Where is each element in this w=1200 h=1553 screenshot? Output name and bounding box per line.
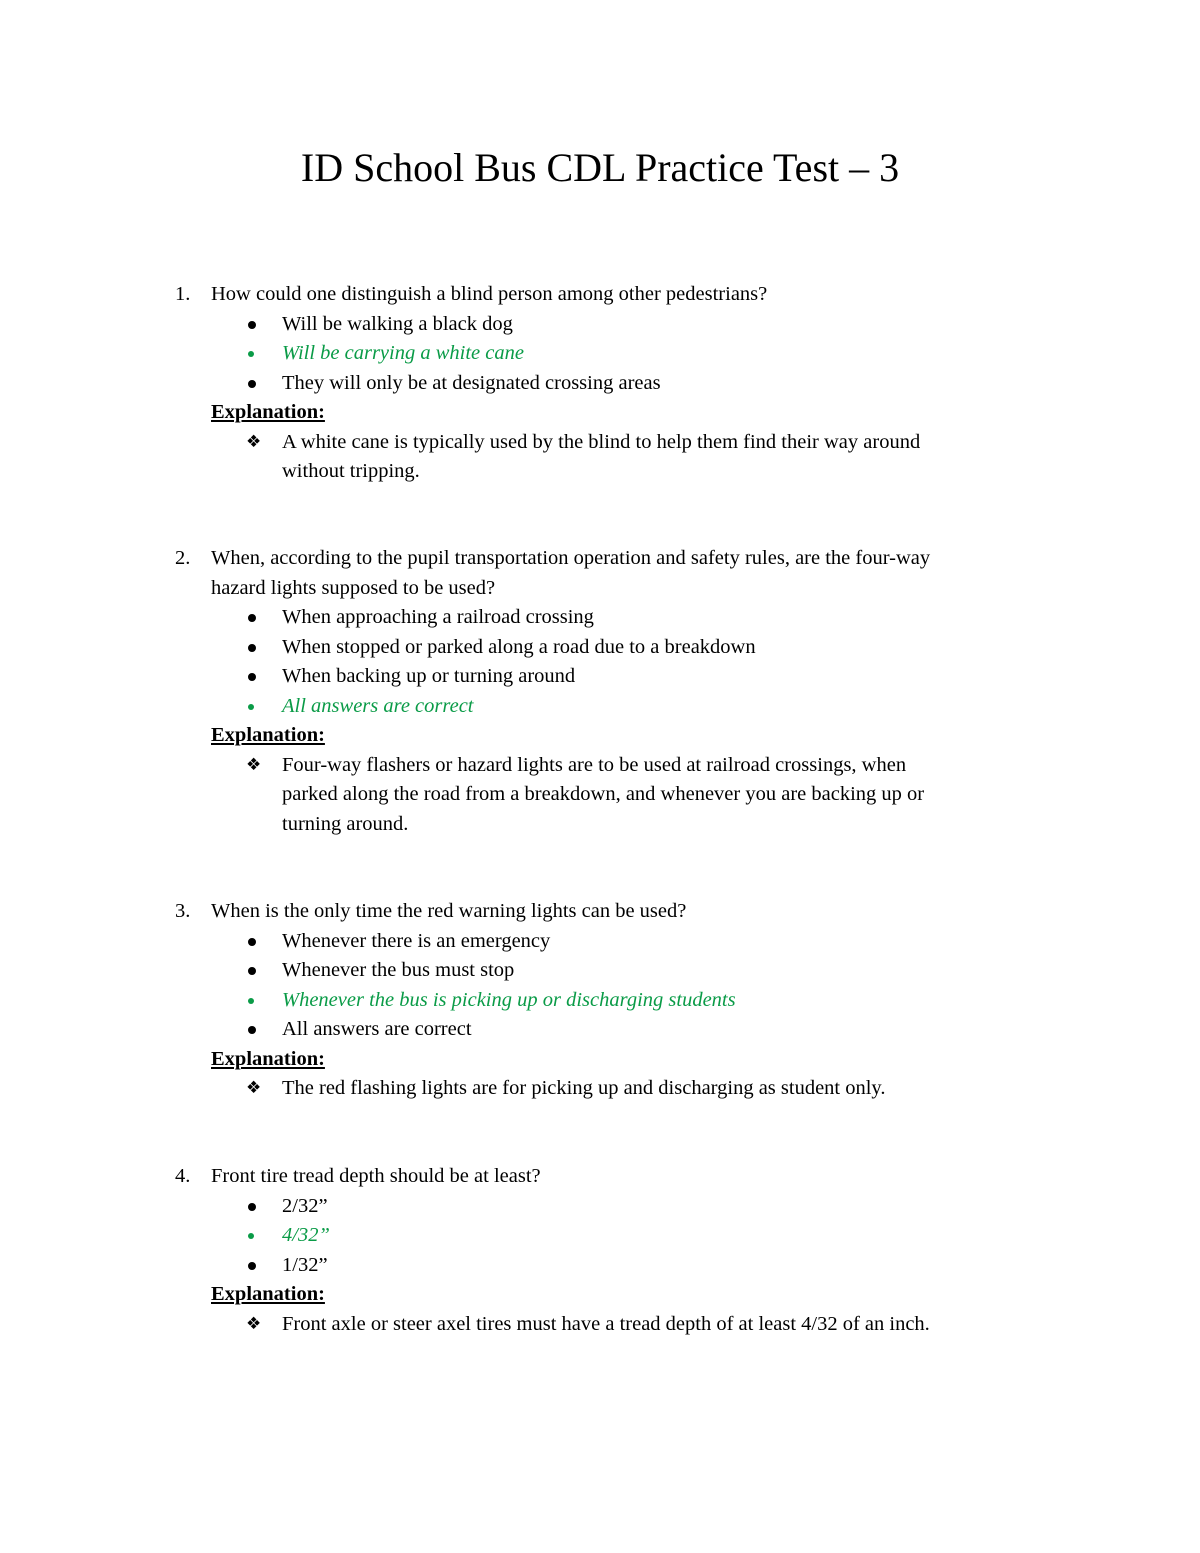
bullet-icon — [248, 673, 256, 681]
question-stem — [0, 544, 1200, 574]
answer-option-text: Whenever the bus must stop — [282, 959, 515, 981]
explanation-label: Explanation: — [211, 724, 325, 746]
answer-option — [0, 310, 1200, 340]
bullet-icon — [248, 351, 254, 357]
explanation-text: turning around. — [282, 812, 409, 835]
answer-options — [0, 603, 1200, 721]
question-1 — [0, 280, 1200, 487]
question-text: When, according to the pupil transportation operation and safety rules, are the four-way — [211, 547, 931, 569]
bullet-icon — [248, 1026, 256, 1034]
answer-option-correct — [0, 339, 1200, 369]
answer-option-text: When approaching a railroad crossing — [282, 606, 594, 628]
answer-option-text: 4/32” — [282, 1224, 330, 1246]
answer-option — [0, 1251, 1200, 1281]
diamond-bullet-icon: ❖ — [246, 1313, 262, 1334]
explanation-heading — [0, 721, 1200, 751]
answer-option-text: Whenever there is an emergency — [282, 929, 551, 952]
answer-option-text: 2/32” — [282, 1194, 328, 1217]
answer-option — [0, 1015, 1200, 1045]
explanation-heading — [0, 1045, 1200, 1075]
answer-option-correct — [0, 986, 1200, 1016]
explanation-label: Explanation: — [211, 1283, 325, 1305]
explanation-text: parked along the road from a breakdown, and whenever you are backing up or — [282, 783, 925, 805]
page-title: ID School Bus CDL Practice Test – 3 — [300, 145, 900, 190]
diamond-bullet-icon: ❖ — [246, 431, 262, 452]
explanation-label: Explanation: — [211, 1047, 325, 1070]
bullet-icon — [248, 380, 256, 388]
explanation-text: Front axle or steer axel tires must have a tread depth of at least 4/32 of an inch. — [282, 1312, 930, 1335]
answer-option-correct — [0, 692, 1200, 722]
explanation-text: The red flashing lights are for picking up and discharging as student only. — [282, 1077, 886, 1099]
explanation-line — [0, 751, 1200, 781]
explanation-line — [0, 810, 1200, 840]
answer-option-text: All answers are correct — [282, 1018, 472, 1040]
question-3 — [0, 897, 1200, 1104]
question-number: 4. — [175, 1165, 191, 1187]
bullet-icon — [248, 1203, 256, 1211]
answer-option-text: 1/32” — [282, 1253, 328, 1276]
explanation-line — [0, 457, 1200, 487]
answer-option — [0, 927, 1200, 957]
question-number: 1. — [175, 283, 191, 305]
explanation-label: Explanation: — [211, 401, 325, 423]
answer-options — [0, 1192, 1200, 1281]
explanation-line — [0, 780, 1200, 810]
diamond-bullet-icon: ❖ — [246, 754, 262, 775]
explanation-line — [0, 1074, 1200, 1104]
answer-option — [0, 603, 1200, 633]
explanation-line — [0, 1310, 1200, 1340]
bullet-icon — [248, 1262, 256, 1270]
answer-option — [0, 956, 1200, 986]
question-number: 2. — [175, 547, 191, 569]
question-stem-continued — [0, 574, 1200, 604]
bullet-icon — [248, 704, 254, 710]
bullet-icon — [248, 967, 256, 975]
question-stem — [0, 280, 1200, 310]
answer-option-text: Whenever the bus is picking up or discharging students — [282, 988, 736, 1011]
diamond-bullet-icon: ❖ — [246, 1078, 262, 1098]
answer-option-text: Will be carrying a white cane — [282, 342, 524, 364]
bullet-icon — [248, 614, 256, 622]
answer-options — [0, 310, 1200, 399]
bullet-icon — [248, 321, 256, 329]
answer-option-correct — [0, 1221, 1200, 1251]
answer-options — [0, 927, 1200, 1045]
question-text: hazard lights supposed to be used? — [211, 576, 496, 599]
explanation-text: without tripping. — [282, 460, 420, 482]
question-text: How could one distinguish a blind person among other pedestrians? — [211, 283, 768, 305]
explanation-line — [0, 428, 1200, 458]
question-number: 3. — [175, 900, 191, 922]
bullet-icon — [248, 644, 256, 652]
question-text: Front tire tread depth should be at least? — [211, 1165, 541, 1187]
question-stem — [0, 897, 1200, 927]
answer-option-text: When stopped or parked along a road due to a breakdown — [282, 635, 756, 658]
explanation-text: A white cane is typically used by the blind to help them find their way around — [282, 430, 921, 453]
explanation-heading — [0, 398, 1200, 428]
explanation-heading — [0, 1280, 1200, 1310]
question-2 — [0, 544, 1200, 839]
answer-option-text: All answers are correct — [282, 694, 474, 717]
answer-option-text: Will be walking a black dog — [282, 312, 513, 335]
answer-option-text: They will only be at designated crossing areas — [282, 371, 661, 394]
bullet-icon — [248, 998, 254, 1004]
bullet-icon — [248, 1233, 254, 1239]
answer-option — [0, 1192, 1200, 1222]
question-stem — [0, 1162, 1200, 1192]
answer-option-text: When backing up or turning around — [282, 665, 576, 687]
answer-option — [0, 633, 1200, 663]
explanation-text: Four-way flashers or hazard lights are to be used at railroad crossings, when — [282, 753, 907, 776]
question-text: When is the only time the red warning lights can be used? — [211, 900, 687, 922]
question-4 — [0, 1162, 1200, 1339]
answer-option — [0, 662, 1200, 692]
answer-option — [0, 369, 1200, 399]
bullet-icon — [248, 938, 256, 946]
